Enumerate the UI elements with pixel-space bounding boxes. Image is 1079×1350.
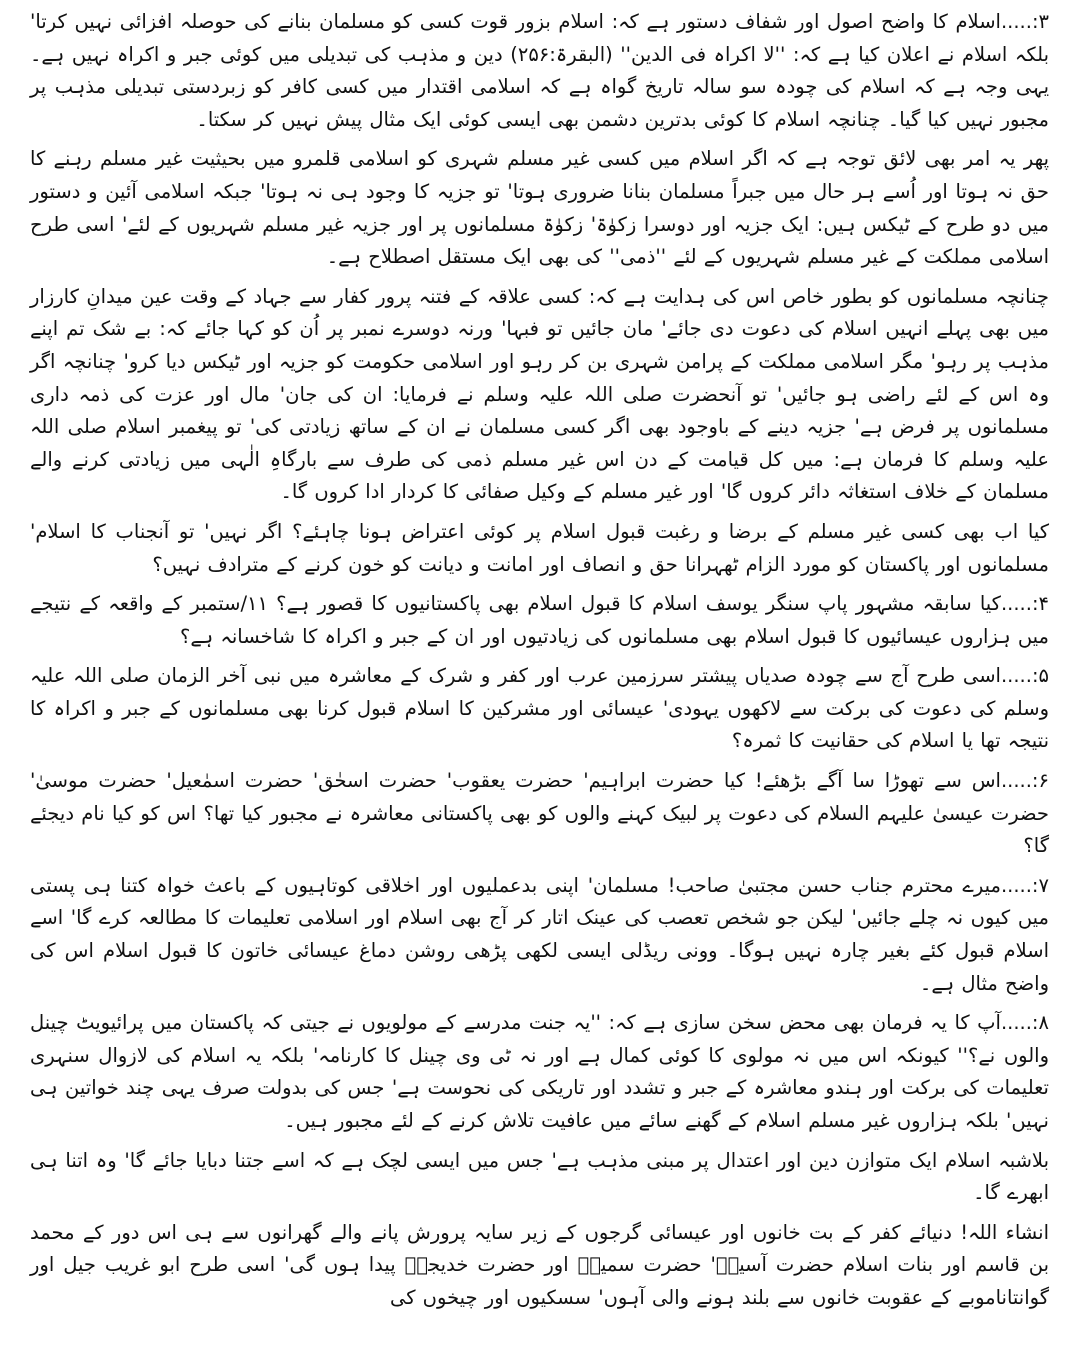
paragraph-point-4: ۴:.....کیا سابقہ مشہور پاپ سنگر یوسف اسلام کا قبول اسلام بھی پاکستانیوں کا قصور ہے؟ ۱۱/ستمبر کے واقعہ کے نتیجے میں ہزاروں عیسائیوں کا قبول اسلام بھی مسلمانوں کی زیادتیوں اور ان کے جبر و اکراہ کا شاخسانہ ہے؟: [30, 592, 1050, 648]
paragraph-point-5: ۵:.....اسی طرح آج سے چودہ صدیاں پیشتر سرزمین عرب اور کفر و شرک کے معاشرہ میں نبی آخر الزمان صلی اللہ علیہ وسلم کی دعوت کی برکت سے لاکھوں یہودی' عیسائی اور مشرکین کا اسلام قبول کرنا بھی مسلمانوں کے جبر و اکراہ کا نتیجہ تھا یا اسلام کی حقانیت کا ثمرہ؟: [30, 664, 1049, 753]
paragraph-point-6: ۶:.....اس سے تھوڑا سا آگے بڑھئے! کیا حضرت ابراہیم' حضرت یعقوب' حضرت اسحٰق' حضرت اسمٰعیل' حضرت موسیٰ' حضرت عیسیٰ علیہم السلام کی دعوت پر لبیک کہنے والوں کو بھی پاکستانی معاشرہ نے مجبور کیا تھا؟ اس کو کیا نام دیجئے گا؟: [30, 769, 1049, 858]
paragraph-inshallah: انشاء اللہ! دنیائے کفر کے بت خانوں اور عیسائی گرجوں کے زیر سایہ پرورش پانے والے گھرانوں سے ہی اس دور کے محمد بن قاسم اور بنات اسلام حضرت آسیہؓ' حضرت سمیہؓ اور حضرت خدیجہؓ پیدا ہوں گی' اسی طرح ابو غریب جیل اور گوانتاناموبے کے عقوبت خانوں سے بلند ہونے والی آہوں' سسکیوں اور چیخوں کی: [30, 1220, 1049, 1309]
paragraph-question: کیا اب بھی کسی غیر مسلم کے برضا و رغبت قبول اسلام پر کوئی اعتراض ہونا چاہئے؟ اگر نہیں' تو آنجناب کا اسلام' مسلمانوں اور پاکستان کو مورد الزام ٹھہرانا حق و انصاف اور امانت و دیانت کو خون کرنے کے مترادف نہیں؟: [30, 519, 1049, 576]
paragraph-point-7: ۷:.....میرے محترم جناب حسن مجتبیٰ صاحب! مسلمان' اپنی بدعملیوں اور اخلاقی کوتاہیوں کے باعث خواہ کتنا ہی پستی میں کیوں نہ چلے جائیں' لیکن جو شخص تعصب کی عینک اتار کر آج بھی اسلام اور اسلامی تعلیمات کا مطالعہ کرے گا' اسے اسلام قبول کئے بغیر چارہ نہیں ہوگا۔ وونی ریڈلی ایسی لکھی پڑھی روشن دماغ عیسائی خاتون کا قبول اسلام اس کی واضح مثال ہے۔: [30, 873, 1049, 995]
paragraph-balanced-religion: بلاشبہ اسلام ایک متوازن دین اور اعتدال پر مبنی مذہب ہے' جس میں ایسی لچک ہے کہ اسے جتنا دبایا جائے گا' وہ اتنا ہی ابھرے گا۔: [30, 1148, 1049, 1205]
paragraph-point-3: ۳:.....اسلام کا واضح اصول اور شفاف دستور ہے کہ: اسلام بزور قوت کسی کو مسلمان بنانے کی حوصلہ افزائی نہیں کرتا' بلکہ اسلام نے اعلان کیا ہے کہ: ''لا اکراہ فی الدین'' (البقرۃ:۲۵۶) دین و مذہب کی تبدیلی میں کوئی جبر و اکراہ نہیں ہے۔ یہی وجہ ہے کہ اسلام کی چودہ سو سالہ تاریخ گواہ ہے کہ اسلامی اقتدار میں کسی کافر کو زبردستی تبدیلی مذہب پر مجبور نہیں کیا گیا۔ چنانچہ اسلام کا کوئی بدترین دشمن بھی ایسی کوئی ایک مثال پیش نہیں کر سکتا۔: [30, 10, 1050, 131]
paragraph-jizya: پھر یہ امر بھی لائق توجہ ہے کہ اگر اسلام میں کسی غیر مسلم شہری کو اسلامی قلمرو میں بحیثیت غیر مسلم رہنے کا حق نہ ہوتا اور اُسے ہر حال میں جبراً مسلمان بنانا ضروری ہوتا' تو جزیہ کا وجود ہی نہ ہوتا' جبکہ اسلامی آئین و دستور میں دو طرح کے ٹیکس ہیں: ایک جزیہ اور دوسرا زکوٰۃ' زکوٰۃ مسلمانوں پر اور جزیہ غیر مسلم شہریوں کے لئے' اسی طرح اسلامی مملکت کے غیر مسلم شہریوں کے لئے ''ذمی'' کی بھی ایک مستقل اصطلاح ہے۔: [30, 147, 1049, 269]
paragraph-point-8: ۸:.....آپ کا یہ فرمان بھی محض سخن سازی ہے کہ: ''یہ جنت مدرسے کے مولویوں نے جیتی کہ پاکستان میں پرائیویٹ چینل والوں نے؟'' کیونکہ اس میں نہ مولوی کا کوئی کمال ہے اور نہ ٹی وی چینل کا کارنامہ' بلکہ یہ اسلام کی لازوال سنہری تعلیمات کی برکت اور ہندو معاشرہ کے جبر و تشدد اور تاریکی کی نحوست ہے' جس کی بدولت صرف یہی چند خواتین ہی نہیں' بلکہ ہزاروں غیر مسلم اسلام کے گھنے سائے میں عافیت تلاش کرنے کے لئے مجبور ہیں۔: [30, 1011, 1049, 1132]
paragraph-muslims-instruction: چنانچہ مسلمانوں کو بطور خاص اس کی ہدایت ہے کہ: کسی علاقہ کے فتنہ پرور کفار سے جہاد کے وقت عین میدانِ کارزار میں بھی پہلے انہیں اسلام کی دعوت دی جائے' مان جائیں تو فبہا' ورنہ دوسرے نمبر پر اُن کو کہا جائے کہ: بے شک تم اپنے مذہب پر رہو' مگر اسلامی مملکت کے پرامن شہری بن کر رہو اور اسلامی حکومت کو جزیہ اور ٹیکس دیا کرو' چنانچہ اگر وہ اس کے لئے راضی ہو جائیں' تو آنحضرت صلی اللہ علیہ وسلم نے فرمایا: ان کی جان' مال اور عزت کی ذمہ داری مسلمانوں پر فرض ہے' جزیہ دینے کے باوجود بھی اگر کسی مسلمان نے ان کے ساتھ زیادتی کی' تو پیغمبر اسلام صلی اللہ علیہ وسلم کا فرمان ہے: میں کل قیامت کے دن اس غیر مسلم ذمی کی طرف سے بارگاہِ الٰہی میں زیادتی کرنے والے مسلمان کے خلاف استغاثہ دائر کروں گا' اور غیر مسلم کے وکیل صفائی کا کردار ادا کروں گا۔: [30, 284, 1049, 504]
